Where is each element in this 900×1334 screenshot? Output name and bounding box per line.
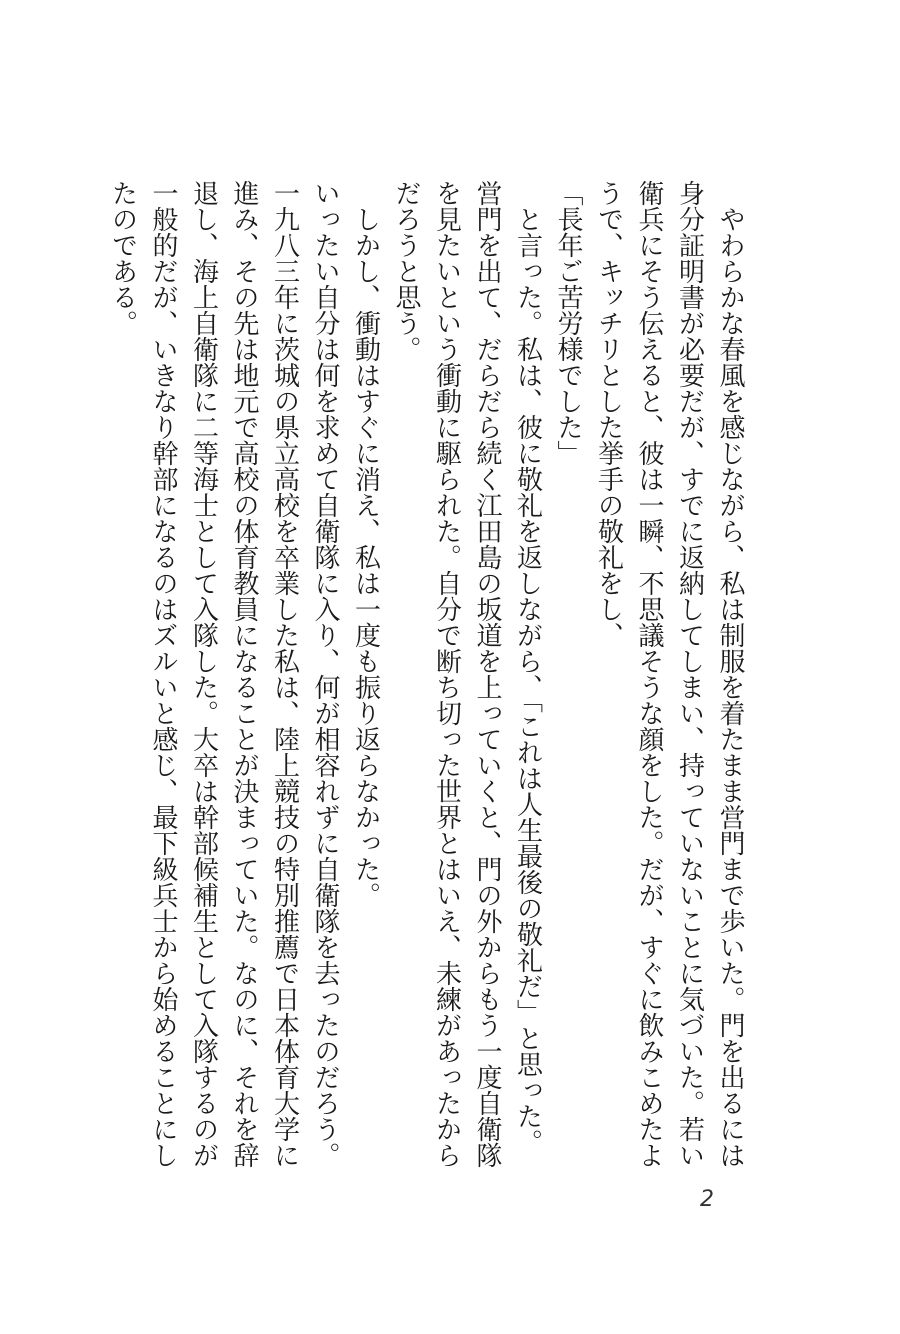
paragraph-6: いったい自分は何を求めて自衛隊に入り、何が相容れずに自衛隊を去ったのだろう。 (310, 180, 340, 1168)
vertical-text-body (107, 180, 750, 1180)
paragraph-4: 営門を出て、だらだら続く江田島の坂道を上っていくと、門の外からもう一度自衛隊を見たいという衝動に駆られた。自分で断ち切った世界とはいえ、未練があったからだろうと思う。 (391, 180, 502, 1168)
paragraph-7: 一九八三年に茨城の県立高校を卒業した私は、陸上競技の特別推薦で日本体育大学に進み、その先は地元で高校の体育教員になることが決まっていた。なのに、それを辞退し、海上自衛隊に二等海士として入隊した。大卒は幹部候補生として入隊するのが一般的だが、いきなり幹部になるのはズルいと感じ、最下級兵士から始めることにしたのである。 (107, 180, 300, 1168)
paragraph-1: やわらかな春風を感じながら、私は制服を着たまま営門まで歩いた。門を出るには身分証明書が必要だが、すでに返納してしまい、持っていないことに気づいた。若い衛兵にそう伝えると、彼は一瞬、不思議そうな顔をした。だが、すぐに飲みこめたようで、キッチリとした挙手の敬礼をし、 (593, 180, 745, 1168)
page-number: 2 (700, 1187, 714, 1212)
paragraph-2-quote: 「長年ご苦労様でした」 (553, 180, 583, 466)
paragraph-5: しかし、衝動はすぐに消え、私は一度も振り返らなかった。 (350, 206, 381, 908)
paragraph-3: と言った。私は、彼に敬礼を返しながら、「これは人生最後の敬礼だ」と思った。 (512, 206, 543, 1155)
